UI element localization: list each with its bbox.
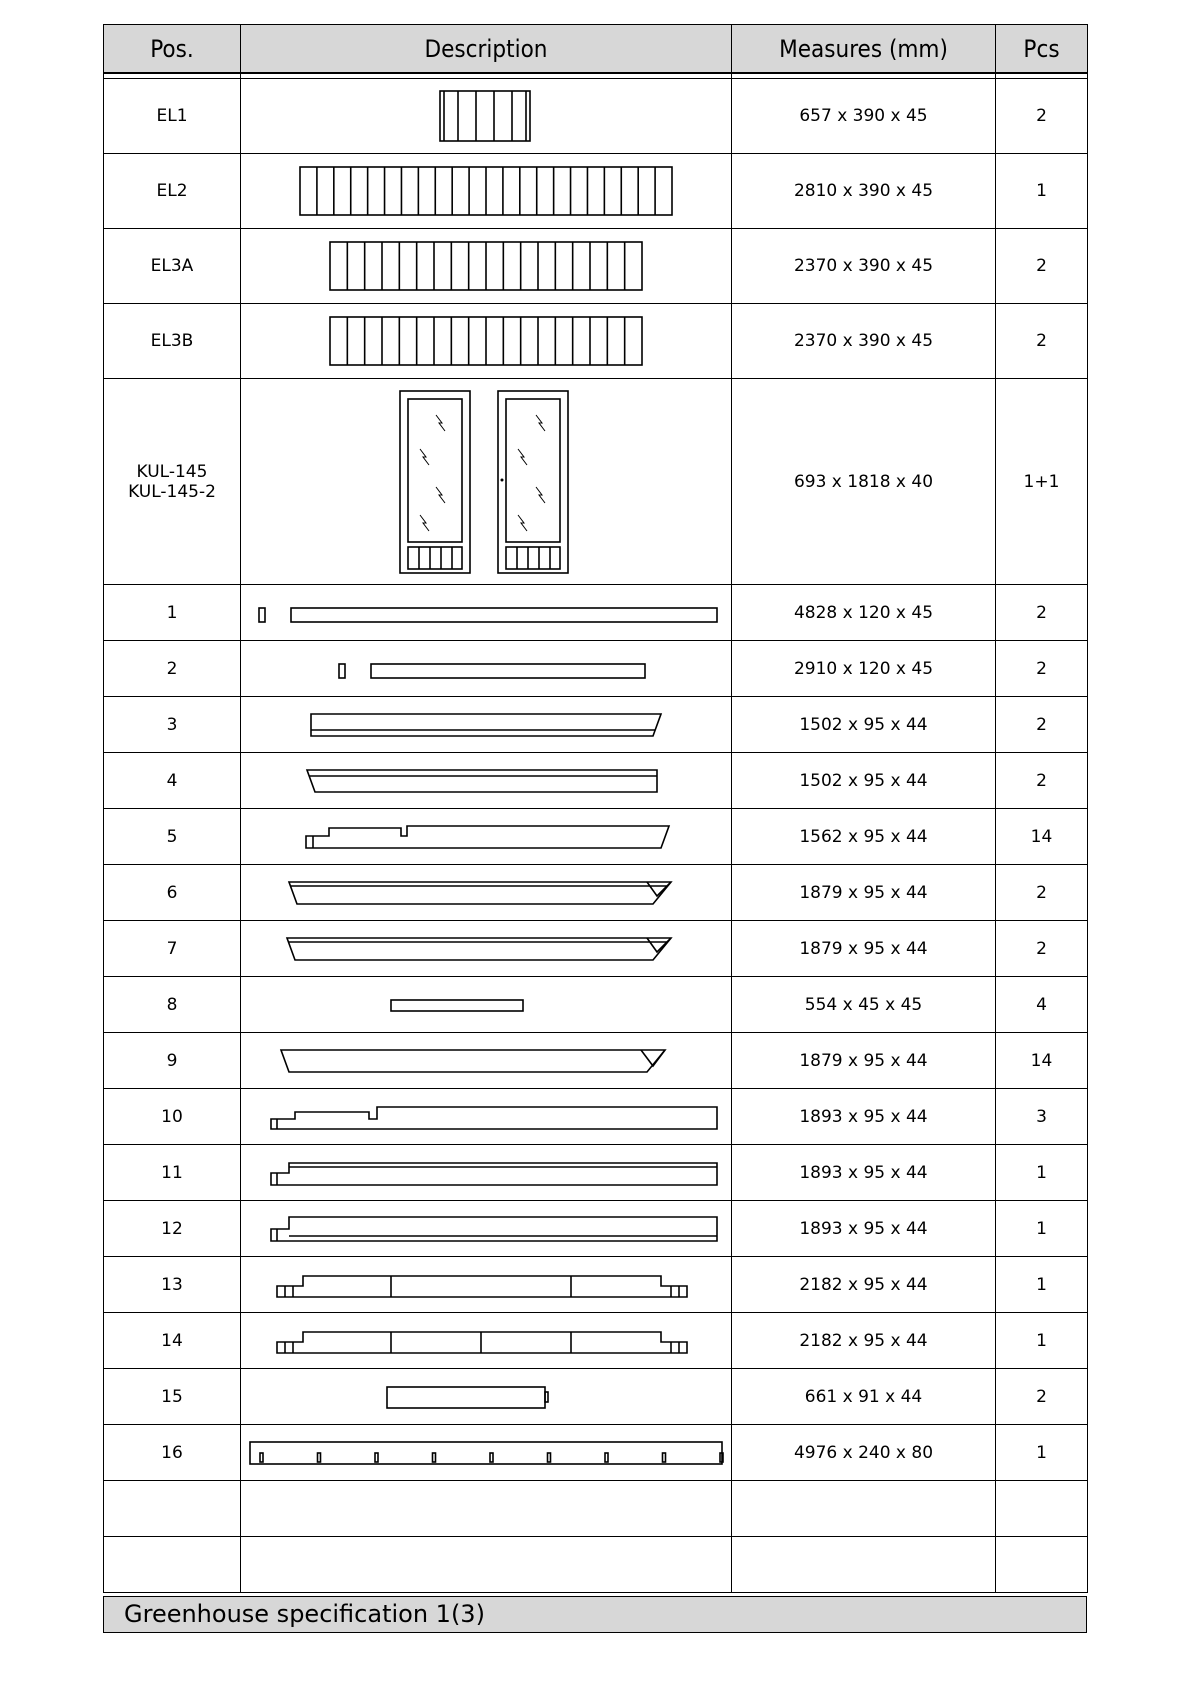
row-pcs: 2 [996,753,1088,809]
part-drawing-doors [241,379,732,585]
row-pos: 9 [104,1033,241,1089]
header-measures: Measures (mm) [732,25,996,74]
part-drawing-4 [241,753,732,809]
row-pcs: 1 [996,1257,1088,1313]
row-pos: 3 [104,697,241,753]
table-row-empty [104,1537,1088,1593]
table-row [104,753,1088,809]
row-measures: 1879 x 95 x 44 [732,1033,996,1089]
table-row [104,379,1088,585]
row-pos: EL1 [104,79,241,154]
row-pcs: 1 [996,1425,1088,1481]
part-drawing-3 [241,697,732,753]
row-measures: 661 x 91 x 44 [732,1369,996,1425]
row-measures: 1879 x 95 x 44 [732,865,996,921]
part-drawing-6 [241,865,732,921]
row-pos: 2 [104,641,241,697]
header-pos: Pos. [104,25,241,74]
part-drawing-el3b [241,304,732,379]
table-row [104,1313,1088,1369]
table-row [104,977,1088,1033]
row-pos: 11 [104,1145,241,1201]
table-row [104,921,1088,977]
row-measures: 2182 x 95 x 44 [732,1257,996,1313]
part-drawing-12 [241,1201,732,1257]
specification-sheet [103,24,1087,1593]
row-pcs: 2 [996,229,1088,304]
row-measures: 1502 x 95 x 44 [732,753,996,809]
footer-bar [103,1596,1087,1633]
row-pos: 16 [104,1425,241,1481]
beam-notch [260,1453,263,1462]
parts-table [103,24,1088,1593]
row-measures: 2370 x 390 x 45 [732,229,996,304]
table-row-empty [104,1481,1088,1537]
table-row [104,1089,1088,1145]
header-description: Description [241,25,732,74]
row-pcs: 1+1 [996,379,1088,585]
table-row [104,697,1088,753]
row-pos: 15 [104,1369,241,1425]
row-measures: 2810 x 390 x 45 [732,154,996,229]
row-measures: 1893 x 95 x 44 [732,1201,996,1257]
table-row [104,1201,1088,1257]
row-measures: 1893 x 95 x 44 [732,1089,996,1145]
part-drawing-1 [241,585,732,641]
row-measures: 1562 x 95 x 44 [732,809,996,865]
row-pcs: 2 [996,585,1088,641]
row-pcs: 1 [996,1313,1088,1369]
row-measures: 4828 x 120 x 45 [732,585,996,641]
table-row [104,154,1088,229]
table-row [104,585,1088,641]
part-drawing-15 [241,1369,732,1425]
table-row [104,865,1088,921]
part-drawing-16 [241,1425,732,1481]
row-measures: 2370 x 390 x 45 [732,304,996,379]
table-row [104,1425,1088,1481]
beam-notch [490,1453,493,1462]
table-row [104,304,1088,379]
table-row [104,1033,1088,1089]
pos-kul-145: KUL-145 [136,461,208,482]
row-pos: EL3B [104,304,241,379]
row-pos: 6 [104,865,241,921]
row-pcs: 1 [996,1145,1088,1201]
row-measures: 657 x 390 x 45 [732,79,996,154]
table-row [104,641,1088,697]
row-pcs: 1 [996,154,1088,229]
row-pos: 12 [104,1201,241,1257]
row-measures: 1879 x 95 x 44 [732,921,996,977]
header-row [104,25,1088,74]
row-pos: 14 [104,1313,241,1369]
row-measures: 1502 x 95 x 44 [732,697,996,753]
row-pos: 1 [104,585,241,641]
part-drawing-8 [241,977,732,1033]
row-pcs: 2 [996,641,1088,697]
row-pcs: 1 [996,1201,1088,1257]
header-pcs: Pcs [996,25,1088,74]
footer-title: Greenhouse specification 1(3) [124,1600,485,1628]
beam-notch [663,1453,666,1462]
part-drawing-el2 [241,154,732,229]
row-pcs: 4 [996,977,1088,1033]
part-drawing-14 [241,1313,732,1369]
part-drawing-10 [241,1089,732,1145]
part-drawing-11 [241,1145,732,1201]
row-pcs: 2 [996,865,1088,921]
table-row [104,809,1088,865]
row-measures: 2182 x 95 x 44 [732,1313,996,1369]
row-pos: EL2 [104,154,241,229]
row-pos [104,379,241,585]
row-measures: 4976 x 240 x 80 [732,1425,996,1481]
beam-notch [548,1453,551,1462]
row-pcs: 2 [996,921,1088,977]
row-pcs: 3 [996,1089,1088,1145]
row-pos: 8 [104,977,241,1033]
beam-notch [318,1453,321,1462]
part-drawing-13 [241,1257,732,1313]
table-row [104,229,1088,304]
row-pcs: 14 [996,1033,1088,1089]
row-pos: 13 [104,1257,241,1313]
row-pos: 7 [104,921,241,977]
table-row [104,1369,1088,1425]
row-measures: 693 x 1818 x 40 [732,379,996,585]
row-pcs: 2 [996,79,1088,154]
table-row [104,1145,1088,1201]
row-pcs: 2 [996,1369,1088,1425]
pos-kul-145-2: KUL-145-2 [128,481,216,502]
row-pos: 4 [104,753,241,809]
beam-notch [605,1453,608,1462]
row-pcs: 14 [996,809,1088,865]
part-drawing-el1 [241,79,732,154]
row-pos: 10 [104,1089,241,1145]
row-measures: 1893 x 95 x 44 [732,1145,996,1201]
table-row [104,1257,1088,1313]
part-drawing-7 [241,921,732,977]
part-drawing-5 [241,809,732,865]
row-pos: 5 [104,809,241,865]
row-pcs: 2 [996,697,1088,753]
part-drawing-2 [241,641,732,697]
part-drawing-el3a [241,229,732,304]
row-measures: 554 x 45 x 45 [732,977,996,1033]
row-measures: 2910 x 120 x 45 [732,641,996,697]
beam-notch [433,1453,436,1462]
beam-notch [375,1453,378,1462]
part-drawing-9 [241,1033,732,1089]
row-pcs: 2 [996,304,1088,379]
table-row [104,79,1088,154]
row-pos: EL3A [104,229,241,304]
